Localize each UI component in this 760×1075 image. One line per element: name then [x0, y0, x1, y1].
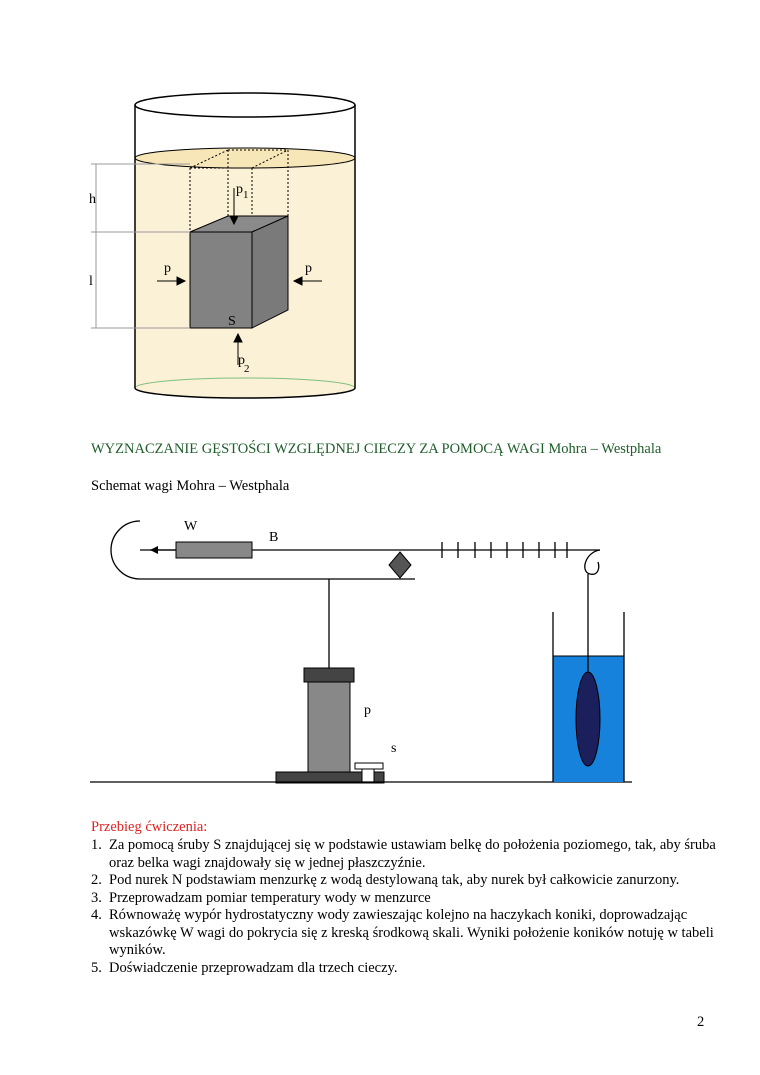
procedure-title: Przebieg ćwiczenia:: [91, 819, 208, 835]
label-p2: p: [238, 353, 245, 368]
label-p-right: p: [305, 261, 312, 276]
label-p1-sub: 1: [243, 189, 249, 201]
label-B: B: [269, 530, 279, 545]
section-heading: WYZNACZANIE GĘSTOŚCI WZGLĘDNEJ CIECZY ZA POMOCĄ WAGI Mohra – Westphala: [91, 441, 662, 457]
list-item: 2. Pod nurek N podstawiam menzurkę z wodą destylowaną tak, aby nurek był całkowicie zanurzony.: [91, 872, 680, 888]
label-p-stand: p: [364, 703, 371, 718]
label-S: S: [228, 314, 236, 329]
procedure-list: [91, 837, 721, 977]
list-item: 1. Za pomocą śruby S znajdującej się w podstawie ustawiam belkę do położenia poziomego, tak, aby śruba oraz belka wagi znajdowały się w jednej płaszczyźnie.: [91, 837, 716, 871]
label-p1: p: [236, 182, 243, 197]
list-item: 3. Przeprowadzam pomiar temperatury wody w menzurce: [91, 889, 431, 906]
label-h: h: [89, 192, 96, 207]
section-subtitle: Schemat wagi Mohra – Westphala: [91, 478, 290, 494]
label-p2-sub: 2: [244, 363, 250, 375]
label-l: l: [89, 274, 93, 289]
pressure-diagram: [80, 85, 380, 415]
list-item: 4. Równoważę wypór hydrostatyczny wody zawieszając kolejno na haczykach koniki, doprowadzając wskazówkę W wagi do pokrycia się z kreską środkową skali. Wyniki położenie koników notuję w tabeli wyników.: [91, 907, 714, 958]
balance-diagram: [85, 510, 645, 790]
label-p-left: p: [164, 261, 171, 276]
label-W: W: [184, 519, 198, 534]
label-s-screw: s: [391, 741, 397, 756]
list-item: 5. Doświadczenie przeprowadzam dla trzech cieczy.: [91, 959, 398, 976]
page-number: 2: [697, 1014, 705, 1030]
